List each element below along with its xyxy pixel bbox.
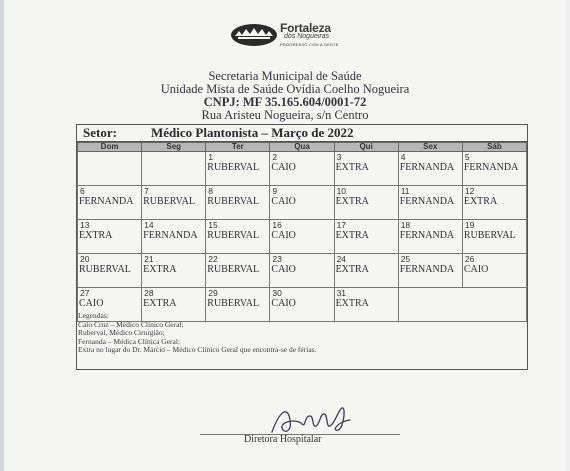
cnpj-line: CNPJ: MF 35.165.604/0001-72 [203, 95, 367, 109]
day-cell [78, 152, 142, 186]
doctor-name: EXTRA [463, 196, 498, 207]
doctor-name: FERNANDA [143, 230, 198, 241]
day-cell [398, 220, 462, 254]
address-line: Rua Aristeu Nogueira, s/n Centro [201, 108, 369, 122]
day-cell [270, 152, 334, 186]
weekday-header: Qui [334, 143, 398, 152]
day-number: 14 [144, 220, 154, 230]
doctor-name: CAIO [463, 264, 489, 275]
day-number: 15 [208, 220, 218, 230]
setor-label: Setor: [83, 125, 117, 140]
day-cell [142, 186, 206, 220]
doctor-name: CAIO [271, 264, 296, 275]
week-row [78, 186, 527, 220]
day-number: 23 [272, 254, 282, 264]
doctor-name: RUBERVAL [207, 162, 260, 173]
logo-subtitle: dos Nogueiras [284, 33, 330, 40]
secretaria-line: Secretaria Municipal de Saúde [208, 69, 362, 83]
day-number: 11 [400, 186, 410, 196]
doctor-name: FERNANDA [399, 162, 455, 173]
doctor-name: EXTRA [335, 230, 369, 241]
day-cell [334, 254, 398, 288]
day-cell [334, 152, 398, 186]
day-number: 18 [400, 220, 411, 230]
schedule-title-row [77, 125, 527, 142]
day-number: 24 [336, 254, 347, 264]
day-cell [462, 152, 526, 186]
day-cell [462, 186, 526, 220]
day-number: 6 [80, 186, 85, 196]
day-number: 9 [272, 186, 278, 196]
doctor-name: CAIO [271, 298, 296, 309]
day-cell [78, 254, 142, 288]
day-cell [462, 220, 526, 254]
day-number: 5 [464, 152, 470, 162]
day-cell [462, 254, 526, 288]
logo-name: Fortaleza [280, 21, 331, 35]
day-cell [142, 254, 206, 288]
day-number: 4 [400, 152, 406, 162]
legend-line: Fernanda – Médica Clínica Geral; [78, 336, 181, 346]
municipal-logo [230, 20, 360, 50]
day-cell [206, 254, 270, 288]
weekday-header: Ter [206, 143, 270, 152]
day-cell [142, 152, 206, 186]
signature-label: Diretora Hospitalar [244, 434, 322, 445]
doctor-name: RUBERVAL [463, 230, 516, 241]
day-cell [206, 220, 270, 254]
day-cell [206, 186, 270, 220]
day-number: 16 [272, 220, 282, 230]
weekday-header: Seg [142, 143, 206, 152]
weekday-header: Sáb [462, 143, 526, 152]
doctor-name: FERNANDA [79, 196, 134, 207]
day-cell [78, 186, 142, 220]
week-row [78, 254, 527, 288]
day-cell [334, 220, 398, 254]
day-number: 22 [208, 254, 218, 264]
calendar-grid [77, 142, 527, 322]
doctor-name: RUBERVAL [79, 264, 131, 275]
doctor-name: RUBERVAL [207, 230, 260, 241]
day-number: 8 [208, 186, 214, 196]
doctor-name: RUBERVAL [143, 196, 195, 207]
document-header [4, 70, 566, 122]
day-cell [206, 152, 270, 186]
weekday-header: Dom [78, 143, 142, 152]
day-number: 1 [208, 152, 214, 162]
doctor-name: FERNANDA [399, 230, 455, 241]
doctor-name: EXTRA [143, 298, 177, 309]
weekday-header: Sex [398, 143, 462, 152]
day-number: 27 [80, 288, 90, 298]
day-number: 20 [80, 254, 90, 264]
doctor-name: CAIO [79, 298, 104, 309]
doctor-name: CAIO [271, 196, 296, 207]
day-cell [270, 254, 334, 288]
schedule-title: Médico Plantonista – Março de 2022 [151, 125, 354, 140]
logo-emblem-icon [230, 20, 278, 48]
doctor-name: RUBERVAL [207, 264, 260, 275]
legend-line: Ruberval, Médico Cirurgião; [78, 328, 165, 337]
weekday-header-row [78, 143, 527, 152]
doctor-name: FERNANDA [399, 264, 455, 275]
day-number: 12 [464, 186, 475, 196]
doctor-name: EXTRA [335, 196, 369, 207]
week-row [78, 220, 527, 254]
day-cell [398, 254, 462, 288]
day-cell [398, 186, 462, 220]
doctor-name: EXTRA [335, 298, 369, 309]
doctor-name: EXTRA [335, 162, 369, 173]
day-number: 13 [80, 220, 90, 230]
handwritten-signature [266, 402, 356, 438]
day-number: 17 [336, 220, 347, 230]
day-number: 29 [208, 288, 218, 298]
legend-line: Caio Cruz – Médico Clínico Geral; [78, 319, 184, 329]
legend [76, 312, 528, 355]
doctor-name: CAIO [271, 162, 296, 173]
day-number: 28 [144, 288, 154, 298]
day-cell [270, 186, 334, 220]
day-number: 2 [272, 152, 278, 162]
day-number: 10 [336, 186, 347, 196]
doctor-name: CAIO [271, 230, 296, 241]
logo-tagline: PROGRESSO COM A GENTE [280, 42, 339, 47]
doctor-name: EXTRA [335, 264, 369, 275]
day-number: 3 [336, 152, 342, 162]
day-number: 26 [464, 254, 475, 264]
doctor-name: RUBERVAL [207, 298, 260, 309]
unidade-line: Unidade Mista de Saúde Ovídia Coelho Nogueira [160, 82, 410, 96]
day-number: 21 [144, 254, 154, 264]
day-number: 30 [272, 288, 282, 298]
day-number: 25 [400, 254, 411, 264]
doctor-name: EXTRA [143, 264, 177, 275]
doctor-name: FERNANDA [463, 162, 519, 173]
day-number: 19 [464, 220, 475, 230]
day-cell [270, 220, 334, 254]
day-number: 31 [336, 288, 347, 298]
doctor-name: FERNANDA [399, 196, 455, 207]
weekday-header: Qua [270, 143, 334, 152]
day-cell [78, 220, 142, 254]
day-number: 7 [144, 186, 149, 196]
week-row [78, 152, 527, 186]
doctor-name: RUBERVAL [207, 196, 260, 207]
day-cell [398, 152, 462, 186]
doctor-name: EXTRA [79, 230, 113, 241]
legend-line: Extra no lugar do Dr. Márcio – Médico Clínico Geral que encontra-se de férias. [78, 345, 317, 354]
day-cell [142, 220, 206, 254]
document-page [4, 0, 566, 471]
day-cell [334, 186, 398, 220]
legend-title: Legendas: [78, 311, 109, 320]
